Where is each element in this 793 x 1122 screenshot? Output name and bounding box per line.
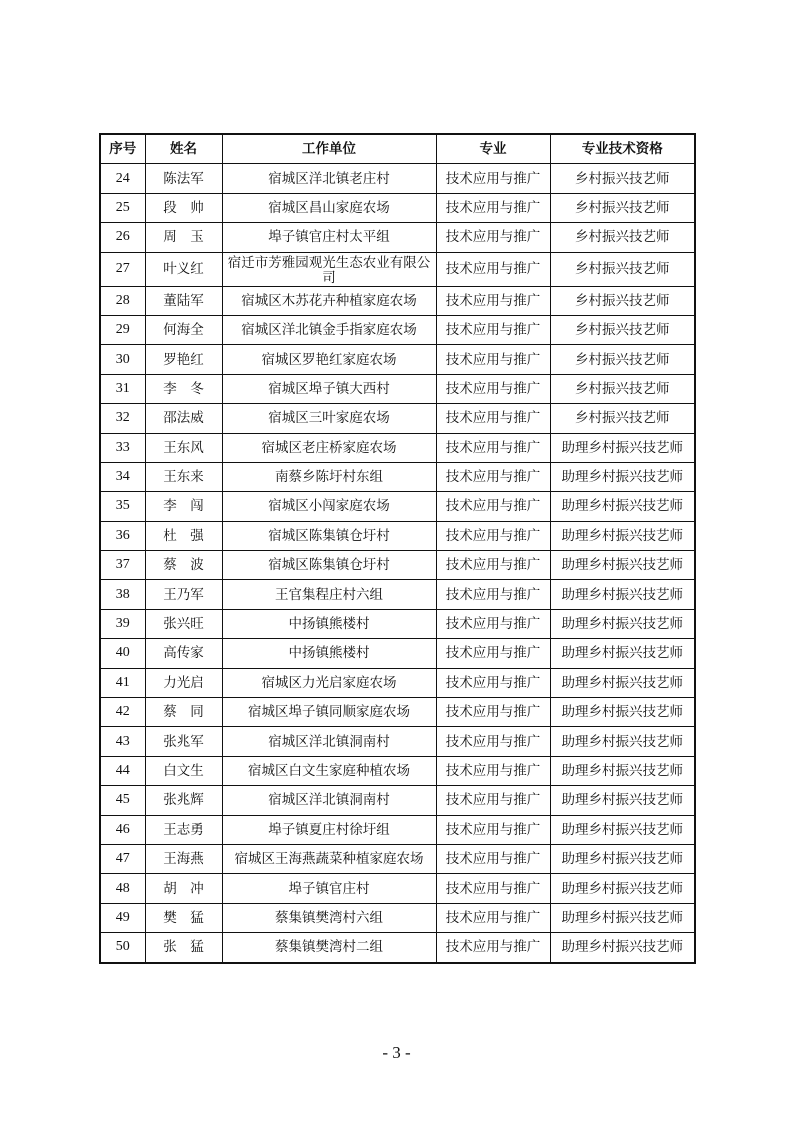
cell-no: 29: [100, 315, 145, 344]
cell-unit: 蔡集镇樊湾村六组: [222, 903, 436, 932]
cell-no: 24: [100, 164, 145, 193]
cell-no: 25: [100, 193, 145, 222]
cell-no: 26: [100, 223, 145, 252]
cell-qualification: 助理乡村振兴技艺师: [550, 492, 695, 521]
cell-name: 罗艳红: [145, 345, 222, 374]
table-row: [100, 223, 695, 252]
cell-major: 技术应用与推广: [436, 609, 550, 638]
cell-qualification: 乡村振兴技艺师: [550, 223, 695, 252]
table-row: [100, 580, 695, 609]
cell-no: 43: [100, 727, 145, 756]
cell-no: 36: [100, 521, 145, 550]
cell-unit: 宿城区力光启家庭农场: [222, 668, 436, 697]
cell-qualification: 乡村振兴技艺师: [550, 404, 695, 433]
cell-name: 蔡 同: [145, 698, 222, 727]
cell-no: 40: [100, 639, 145, 668]
cell-unit: 南蔡乡陈圩村东组: [222, 462, 436, 491]
table-row: [100, 609, 695, 638]
cell-no: 48: [100, 874, 145, 903]
cell-no: 37: [100, 551, 145, 580]
cell-name: 樊 猛: [145, 903, 222, 932]
cell-major: 技术应用与推广: [436, 903, 550, 932]
table-row: [100, 698, 695, 727]
cell-major: 技术应用与推广: [436, 815, 550, 844]
cell-qualification: 助理乡村振兴技艺师: [550, 786, 695, 815]
cell-no: 45: [100, 786, 145, 815]
table-row: [100, 433, 695, 462]
cell-name: 力光启: [145, 668, 222, 697]
cell-unit: 宿城区埠子镇大西村: [222, 374, 436, 403]
cell-unit: 埠子镇官庄村: [222, 874, 436, 903]
cell-no: 28: [100, 286, 145, 315]
cell-no: 47: [100, 844, 145, 873]
cell-name: 张兆军: [145, 727, 222, 756]
cell-unit: 宿迁市芳雅园观光生态农业有限公司: [222, 252, 436, 286]
cell-name: 张 猛: [145, 933, 222, 963]
cell-qualification: 助理乡村振兴技艺师: [550, 521, 695, 550]
cell-no: 33: [100, 433, 145, 462]
cell-qualification: 助理乡村振兴技艺师: [550, 933, 695, 963]
cell-no: 42: [100, 698, 145, 727]
cell-unit: 埠子镇官庄村太平组: [222, 223, 436, 252]
cell-qualification: 助理乡村振兴技艺师: [550, 580, 695, 609]
cell-qualification: 助理乡村振兴技艺师: [550, 609, 695, 638]
cell-qualification: 乡村振兴技艺师: [550, 286, 695, 315]
cell-qualification: 助理乡村振兴技艺师: [550, 815, 695, 844]
cell-name: 王志勇: [145, 815, 222, 844]
cell-no: 30: [100, 345, 145, 374]
cell-major: 技术应用与推广: [436, 374, 550, 403]
cell-major: 技术应用与推广: [436, 727, 550, 756]
cell-unit: 宿城区陈集镇仓圩村: [222, 521, 436, 550]
header-no: 序号: [100, 134, 145, 164]
table-row: [100, 374, 695, 403]
cell-no: 39: [100, 609, 145, 638]
cell-name: 董陆军: [145, 286, 222, 315]
header-qualification: 专业技术资格: [550, 134, 695, 164]
cell-qualification: 助理乡村振兴技艺师: [550, 462, 695, 491]
roster-table: [99, 133, 696, 964]
cell-unit: 宿城区洋北镇金手指家庭农场: [222, 315, 436, 344]
cell-unit: 宿城区洋北镇洞南村: [222, 786, 436, 815]
cell-qualification: 助理乡村振兴技艺师: [550, 844, 695, 873]
cell-no: 34: [100, 462, 145, 491]
table-header: [100, 134, 695, 164]
cell-qualification: 乡村振兴技艺师: [550, 374, 695, 403]
table-row: [100, 551, 695, 580]
cell-qualification: 乡村振兴技艺师: [550, 164, 695, 193]
header-major: 专业: [436, 134, 550, 164]
cell-unit: 王官集程庄村六组: [222, 580, 436, 609]
cell-major: 技术应用与推广: [436, 698, 550, 727]
cell-major: 技术应用与推广: [436, 252, 550, 286]
cell-major: 技术应用与推广: [436, 874, 550, 903]
table-row: [100, 786, 695, 815]
cell-major: 技术应用与推广: [436, 521, 550, 550]
cell-qualification: 助理乡村振兴技艺师: [550, 639, 695, 668]
cell-no: 50: [100, 933, 145, 963]
cell-name: 王海燕: [145, 844, 222, 873]
cell-name: 叶义红: [145, 252, 222, 286]
cell-unit: 宿城区陈集镇仓圩村: [222, 551, 436, 580]
cell-unit: 宿城区王海燕蔬菜种植家庭农场: [222, 844, 436, 873]
header-name: 姓名: [145, 134, 222, 164]
table-row: [100, 844, 695, 873]
cell-name: 段 帅: [145, 193, 222, 222]
cell-no: 27: [100, 252, 145, 286]
cell-name: 王东风: [145, 433, 222, 462]
cell-qualification: 乡村振兴技艺师: [550, 193, 695, 222]
cell-name: 胡 冲: [145, 874, 222, 903]
table-body: [100, 164, 695, 963]
cell-major: 技术应用与推广: [436, 433, 550, 462]
cell-major: 技术应用与推广: [436, 580, 550, 609]
cell-major: 技术应用与推广: [436, 164, 550, 193]
table-row: [100, 252, 695, 286]
table-row: [100, 756, 695, 785]
table-row: [100, 286, 695, 315]
table-row: [100, 462, 695, 491]
cell-name: 高传家: [145, 639, 222, 668]
cell-qualification: 助理乡村振兴技艺师: [550, 433, 695, 462]
cell-name: 张兆辉: [145, 786, 222, 815]
cell-name: 张兴旺: [145, 609, 222, 638]
table-row: [100, 727, 695, 756]
cell-no: 31: [100, 374, 145, 403]
cell-major: 技术应用与推广: [436, 639, 550, 668]
cell-unit: 宿城区白文生家庭种植农场: [222, 756, 436, 785]
cell-no: 44: [100, 756, 145, 785]
header-row: [100, 134, 695, 164]
cell-major: 技术应用与推广: [436, 551, 550, 580]
cell-unit: 蔡集镇樊湾村二组: [222, 933, 436, 963]
table-row: [100, 193, 695, 222]
cell-major: 技术应用与推广: [436, 462, 550, 491]
cell-name: 邵法威: [145, 404, 222, 433]
cell-qualification: 助理乡村振兴技艺师: [550, 727, 695, 756]
cell-unit: 宿城区小闯家庭农场: [222, 492, 436, 521]
cell-unit: 中扬镇熊楼村: [222, 639, 436, 668]
cell-unit: 宿城区洋北镇老庄村: [222, 164, 436, 193]
cell-qualification: 助理乡村振兴技艺师: [550, 756, 695, 785]
cell-unit: 埠子镇夏庄村徐圩组: [222, 815, 436, 844]
cell-name: 杜 强: [145, 521, 222, 550]
cell-no: 41: [100, 668, 145, 697]
cell-name: 李 冬: [145, 374, 222, 403]
table-row: [100, 345, 695, 374]
cell-name: 陈法军: [145, 164, 222, 193]
cell-name: 王乃军: [145, 580, 222, 609]
table-row: [100, 639, 695, 668]
cell-name: 蔡 波: [145, 551, 222, 580]
table-row: [100, 164, 695, 193]
cell-qualification: 助理乡村振兴技艺师: [550, 668, 695, 697]
table-row: [100, 668, 695, 697]
header-unit: 工作单位: [222, 134, 436, 164]
table-row: [100, 903, 695, 932]
cell-qualification: 助理乡村振兴技艺师: [550, 874, 695, 903]
table-row: [100, 404, 695, 433]
cell-no: 35: [100, 492, 145, 521]
cell-major: 技术应用与推广: [436, 668, 550, 697]
table-row: [100, 874, 695, 903]
cell-name: 王东来: [145, 462, 222, 491]
cell-unit: 宿城区洋北镇洞南村: [222, 727, 436, 756]
cell-qualification: 乡村振兴技艺师: [550, 315, 695, 344]
cell-qualification: 乡村振兴技艺师: [550, 345, 695, 374]
cell-unit: 宿城区昌山家庭农场: [222, 193, 436, 222]
cell-major: 技术应用与推广: [436, 345, 550, 374]
table-row: [100, 521, 695, 550]
cell-major: 技术应用与推广: [436, 315, 550, 344]
cell-no: 49: [100, 903, 145, 932]
table-row: [100, 492, 695, 521]
cell-major: 技术应用与推广: [436, 786, 550, 815]
cell-unit: 中扬镇熊楼村: [222, 609, 436, 638]
cell-qualification: 助理乡村振兴技艺师: [550, 551, 695, 580]
page-number: - 3 -: [382, 1043, 411, 1062]
cell-major: 技术应用与推广: [436, 756, 550, 785]
cell-major: 技术应用与推广: [436, 193, 550, 222]
cell-major: 技术应用与推广: [436, 933, 550, 963]
cell-unit: 宿城区埠子镇同顺家庭农场: [222, 698, 436, 727]
cell-qualification: 助理乡村振兴技艺师: [550, 698, 695, 727]
cell-major: 技术应用与推广: [436, 223, 550, 252]
cell-unit: 宿城区木苏花卉种植家庭农场: [222, 286, 436, 315]
cell-qualification: 助理乡村振兴技艺师: [550, 903, 695, 932]
cell-unit: 宿城区罗艳红家庭农场: [222, 345, 436, 374]
cell-unit: 宿城区三叶家庭农场: [222, 404, 436, 433]
table-row: [100, 315, 695, 344]
cell-major: 技术应用与推广: [436, 286, 550, 315]
cell-name: 周 玉: [145, 223, 222, 252]
cell-qualification: 乡村振兴技艺师: [550, 252, 695, 286]
cell-name: 何海全: [145, 315, 222, 344]
cell-no: 46: [100, 815, 145, 844]
table-row: [100, 815, 695, 844]
cell-name: 白文生: [145, 756, 222, 785]
cell-major: 技术应用与推广: [436, 844, 550, 873]
table-row: [100, 933, 695, 963]
cell-name: 李 闯: [145, 492, 222, 521]
cell-no: 32: [100, 404, 145, 433]
cell-major: 技术应用与推广: [436, 492, 550, 521]
cell-no: 38: [100, 580, 145, 609]
cell-unit: 宿城区老庄桥家庭农场: [222, 433, 436, 462]
cell-major: 技术应用与推广: [436, 404, 550, 433]
